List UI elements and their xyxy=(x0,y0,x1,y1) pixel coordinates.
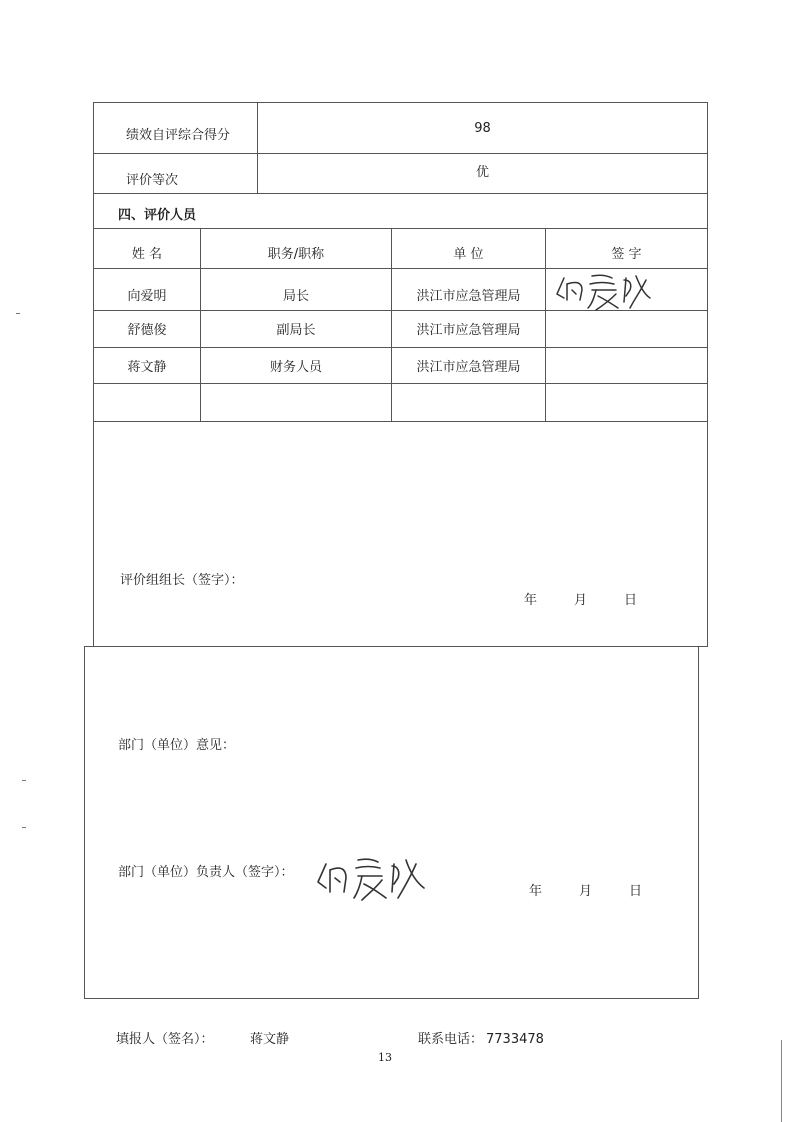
upper-table-top-border xyxy=(93,102,708,103)
score-label: 绩效自评综合得分 xyxy=(126,128,231,143)
reviewer-name: 舒德俊 xyxy=(127,323,167,338)
dept-opinion-label: 部门（单位）意见： xyxy=(118,738,236,753)
reviewer-unit: 洪江市应急管理局 xyxy=(416,360,521,375)
leader-right-border xyxy=(707,421,708,647)
dept-date-year: 年 xyxy=(529,884,543,899)
row-separator xyxy=(93,228,708,229)
dept-head-signature xyxy=(312,850,432,904)
dept-date-day: 日 xyxy=(629,884,643,899)
header-name: 姓 名 xyxy=(131,247,163,262)
phone-value: 7733478 xyxy=(486,1032,544,1047)
row-separator xyxy=(93,193,708,194)
leader-date-day: 日 xyxy=(624,593,638,608)
scan-speck xyxy=(22,780,26,781)
reviewer-unit: 洪江市应急管理局 xyxy=(416,289,521,304)
group-leader-label: 评价组组长（签字）： xyxy=(120,573,244,588)
page-number: 13 xyxy=(378,1051,392,1064)
header-unit: 单 位 xyxy=(453,247,484,262)
scan-edge xyxy=(781,1040,782,1122)
row-separator xyxy=(93,347,708,348)
header-signature: 签 字 xyxy=(611,247,642,262)
scan-speck xyxy=(16,313,20,314)
dept-bottom-border xyxy=(84,998,699,999)
reviewer-name: 蒋文静 xyxy=(127,360,167,375)
dept-head-label: 部门（单位）负责人（签字）： xyxy=(118,865,294,880)
leader-left-border xyxy=(93,421,94,647)
filler-label: 填报人（签名）： xyxy=(116,1032,214,1047)
leader-bottom-border xyxy=(84,646,708,647)
dept-left-border xyxy=(84,646,85,999)
leader-date-year: 年 xyxy=(524,593,538,608)
upper-table-right-border xyxy=(707,102,708,422)
row-separator xyxy=(93,153,708,154)
section-title: 四、评价人员 xyxy=(118,208,197,223)
reviewer-unit: 洪江市应急管理局 xyxy=(416,323,521,338)
dept-date-month: 月 xyxy=(579,884,593,899)
row-separator xyxy=(93,383,708,384)
reviewer-title: 财务人员 xyxy=(269,360,322,375)
dept-right-border xyxy=(698,646,699,999)
reviewer-title: 副局长 xyxy=(276,323,316,338)
row-separator xyxy=(93,421,708,422)
reviewer-signature xyxy=(552,268,662,312)
grade-label: 评价等次 xyxy=(126,173,179,188)
reviewer-name: 向爱明 xyxy=(127,289,167,304)
header-title: 职务/职称 xyxy=(267,247,325,262)
score-value: 98 xyxy=(474,121,491,136)
filler-name: 蒋文静 xyxy=(250,1032,290,1047)
phone-label: 联系电话： xyxy=(418,1032,484,1047)
scan-speck xyxy=(22,827,26,828)
reviewer-title: 局长 xyxy=(282,289,309,304)
grade-value: 优 xyxy=(475,165,489,180)
leader-date-month: 月 xyxy=(574,593,588,608)
